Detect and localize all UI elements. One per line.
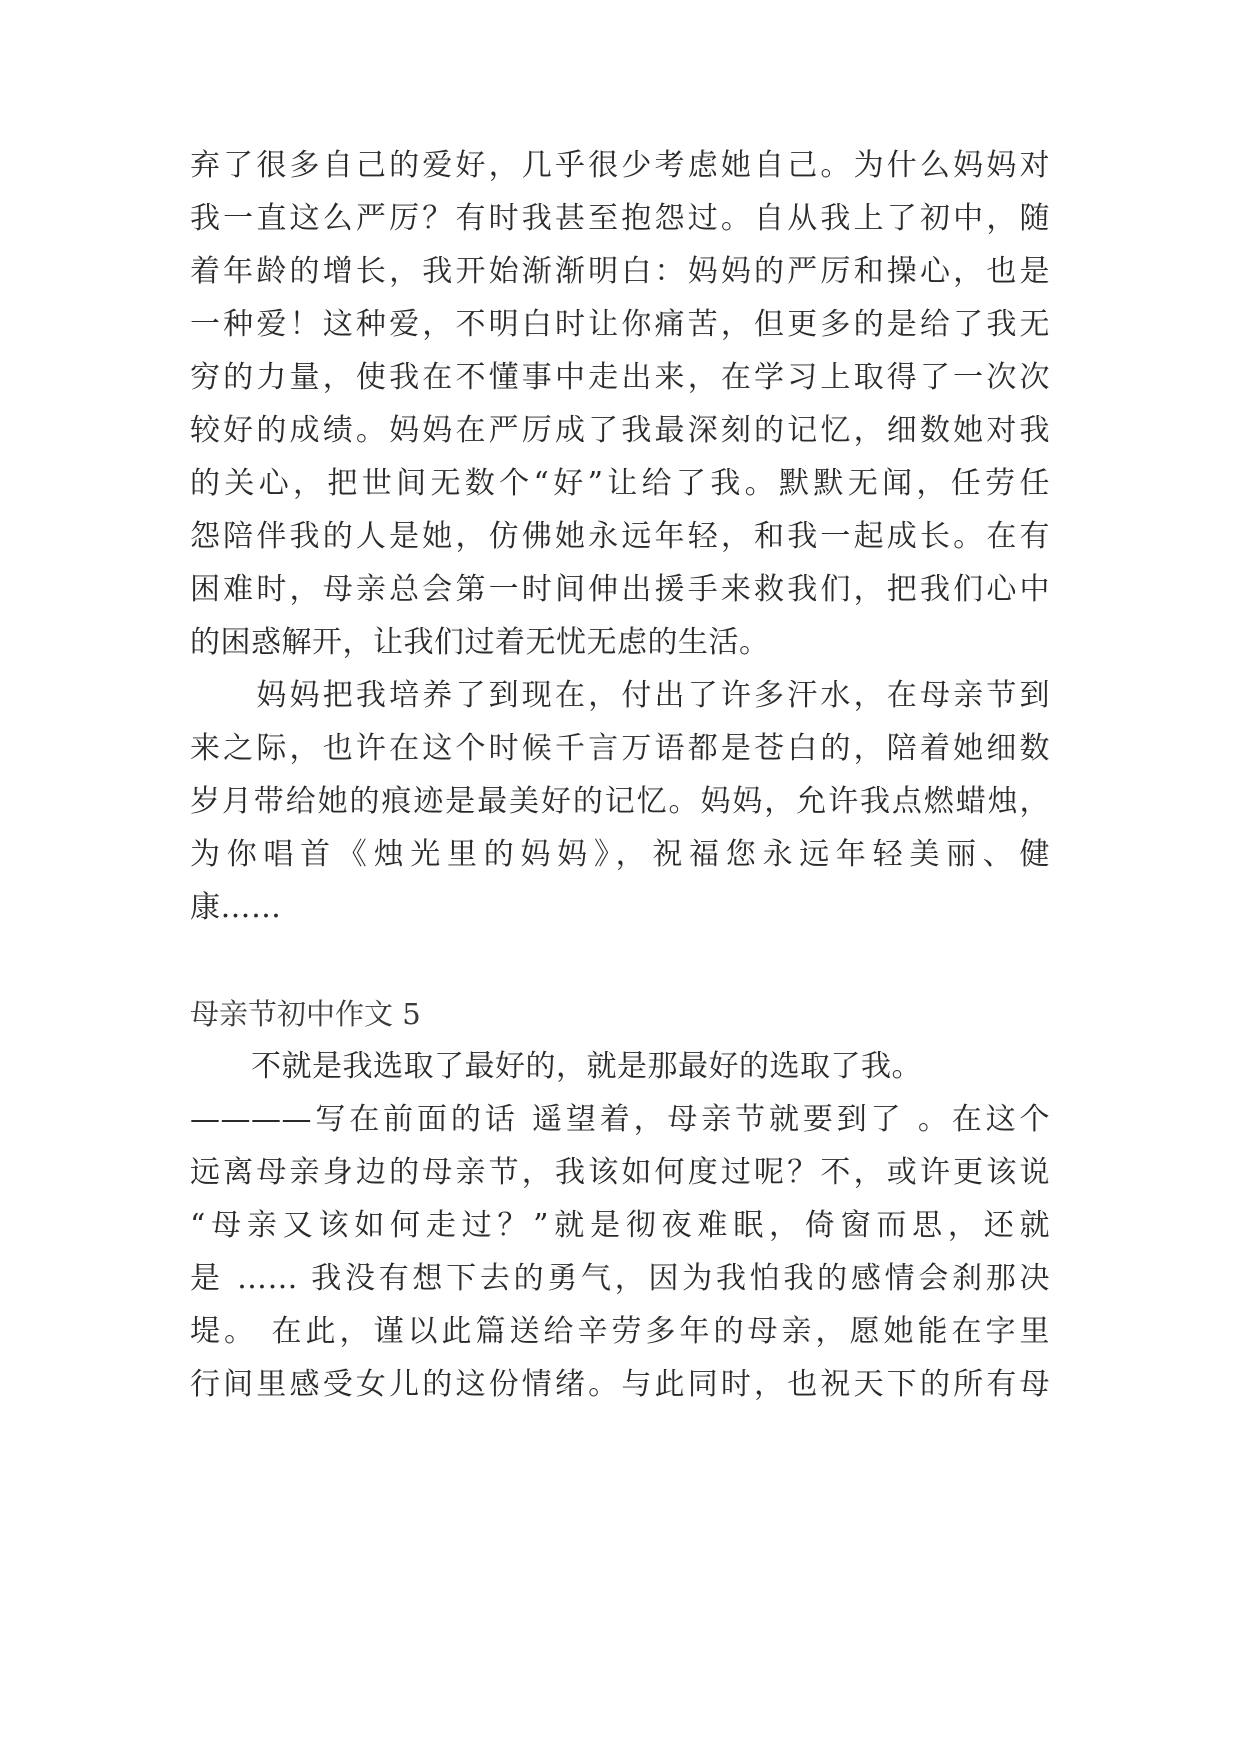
paragraph-line: 的关心，把世间无数个“好”让给了我。默默无闻，任劳任 bbox=[190, 466, 1050, 501]
paragraph-line: 是 …… 我没有想下去的勇气，因为我怕我的感情会刹那决 bbox=[190, 1261, 1050, 1296]
paragraph-line: 岁月带给她的痕迹是最美好的记忆。妈妈，允许我点燃蜡烛， bbox=[190, 784, 1050, 819]
paragraph-line: 困难时，母亲总会第一时间伸出援手来救我们，把我们心中 bbox=[190, 572, 1050, 607]
paragraph-line: 康…… bbox=[190, 890, 282, 925]
paragraph-line: 弃了很多自己的爱好，几乎很少考虑她自己。为什么妈妈对 bbox=[190, 148, 1050, 183]
paragraph-line: 为你唱首《烛光里的妈妈》，祝福您永远年轻美丽、健 bbox=[190, 837, 1050, 872]
paragraph-line: 较好的成绩。妈妈在严厉成了我最深刻的记忆，细数她对我 bbox=[190, 413, 1050, 448]
paragraph-line: 的困惑解开，让我们过着无忧无虑的生活。 bbox=[190, 625, 770, 660]
paragraph-line: 一种爱！这种爱，不明白时让你痛苦，但更多的是给了我无 bbox=[190, 307, 1050, 342]
paragraph-line: 堤。 在此，谨以此篇送给辛劳多年的母亲，愿她能在字里 bbox=[190, 1314, 1050, 1349]
paragraph-line: 妈妈把我培养了到现在，付出了许多汗水，在母亲节到 bbox=[190, 678, 1050, 713]
paragraph-line: 远离母亲身边的母亲节，我该如何度过呢？不，或许更该说 bbox=[190, 1155, 1050, 1190]
paragraph-line: 穷的力量，使我在不懂事中走出来，在学习上取得了一次次 bbox=[190, 360, 1050, 395]
paragraph-line: 来之际，也许在这个时候千言万语都是苍白的，陪着她细数 bbox=[190, 731, 1050, 766]
paragraph-line: 怨陪伴我的人是她，仿佛她永远年轻，和我一起成长。在有 bbox=[190, 519, 1050, 554]
paragraph-line: 不就是我选取了最好的，就是那最好的选取了我。 bbox=[190, 1049, 922, 1084]
paragraph-line: 着年龄的增长，我开始渐渐明白：妈妈的严厉和操心，也是 bbox=[190, 254, 1050, 289]
paragraph-line: 我一直这么严厉？有时我甚至抱怨过。自从我上了初中，随 bbox=[190, 201, 1050, 236]
section-heading: 母亲节初中作文 5 bbox=[190, 997, 421, 1031]
paragraph-line: ————写在前面的话 遥望着，母亲节就要到了 。在这个 bbox=[190, 1102, 1050, 1137]
paragraph-line: 行间里感受女儿的这份情绪。与此同时，也祝天下的所有母 bbox=[190, 1367, 1050, 1402]
paragraph-line: “母亲又该如何走过？”就是彻夜难眠，倚窗而思，还就 bbox=[190, 1208, 1050, 1243]
